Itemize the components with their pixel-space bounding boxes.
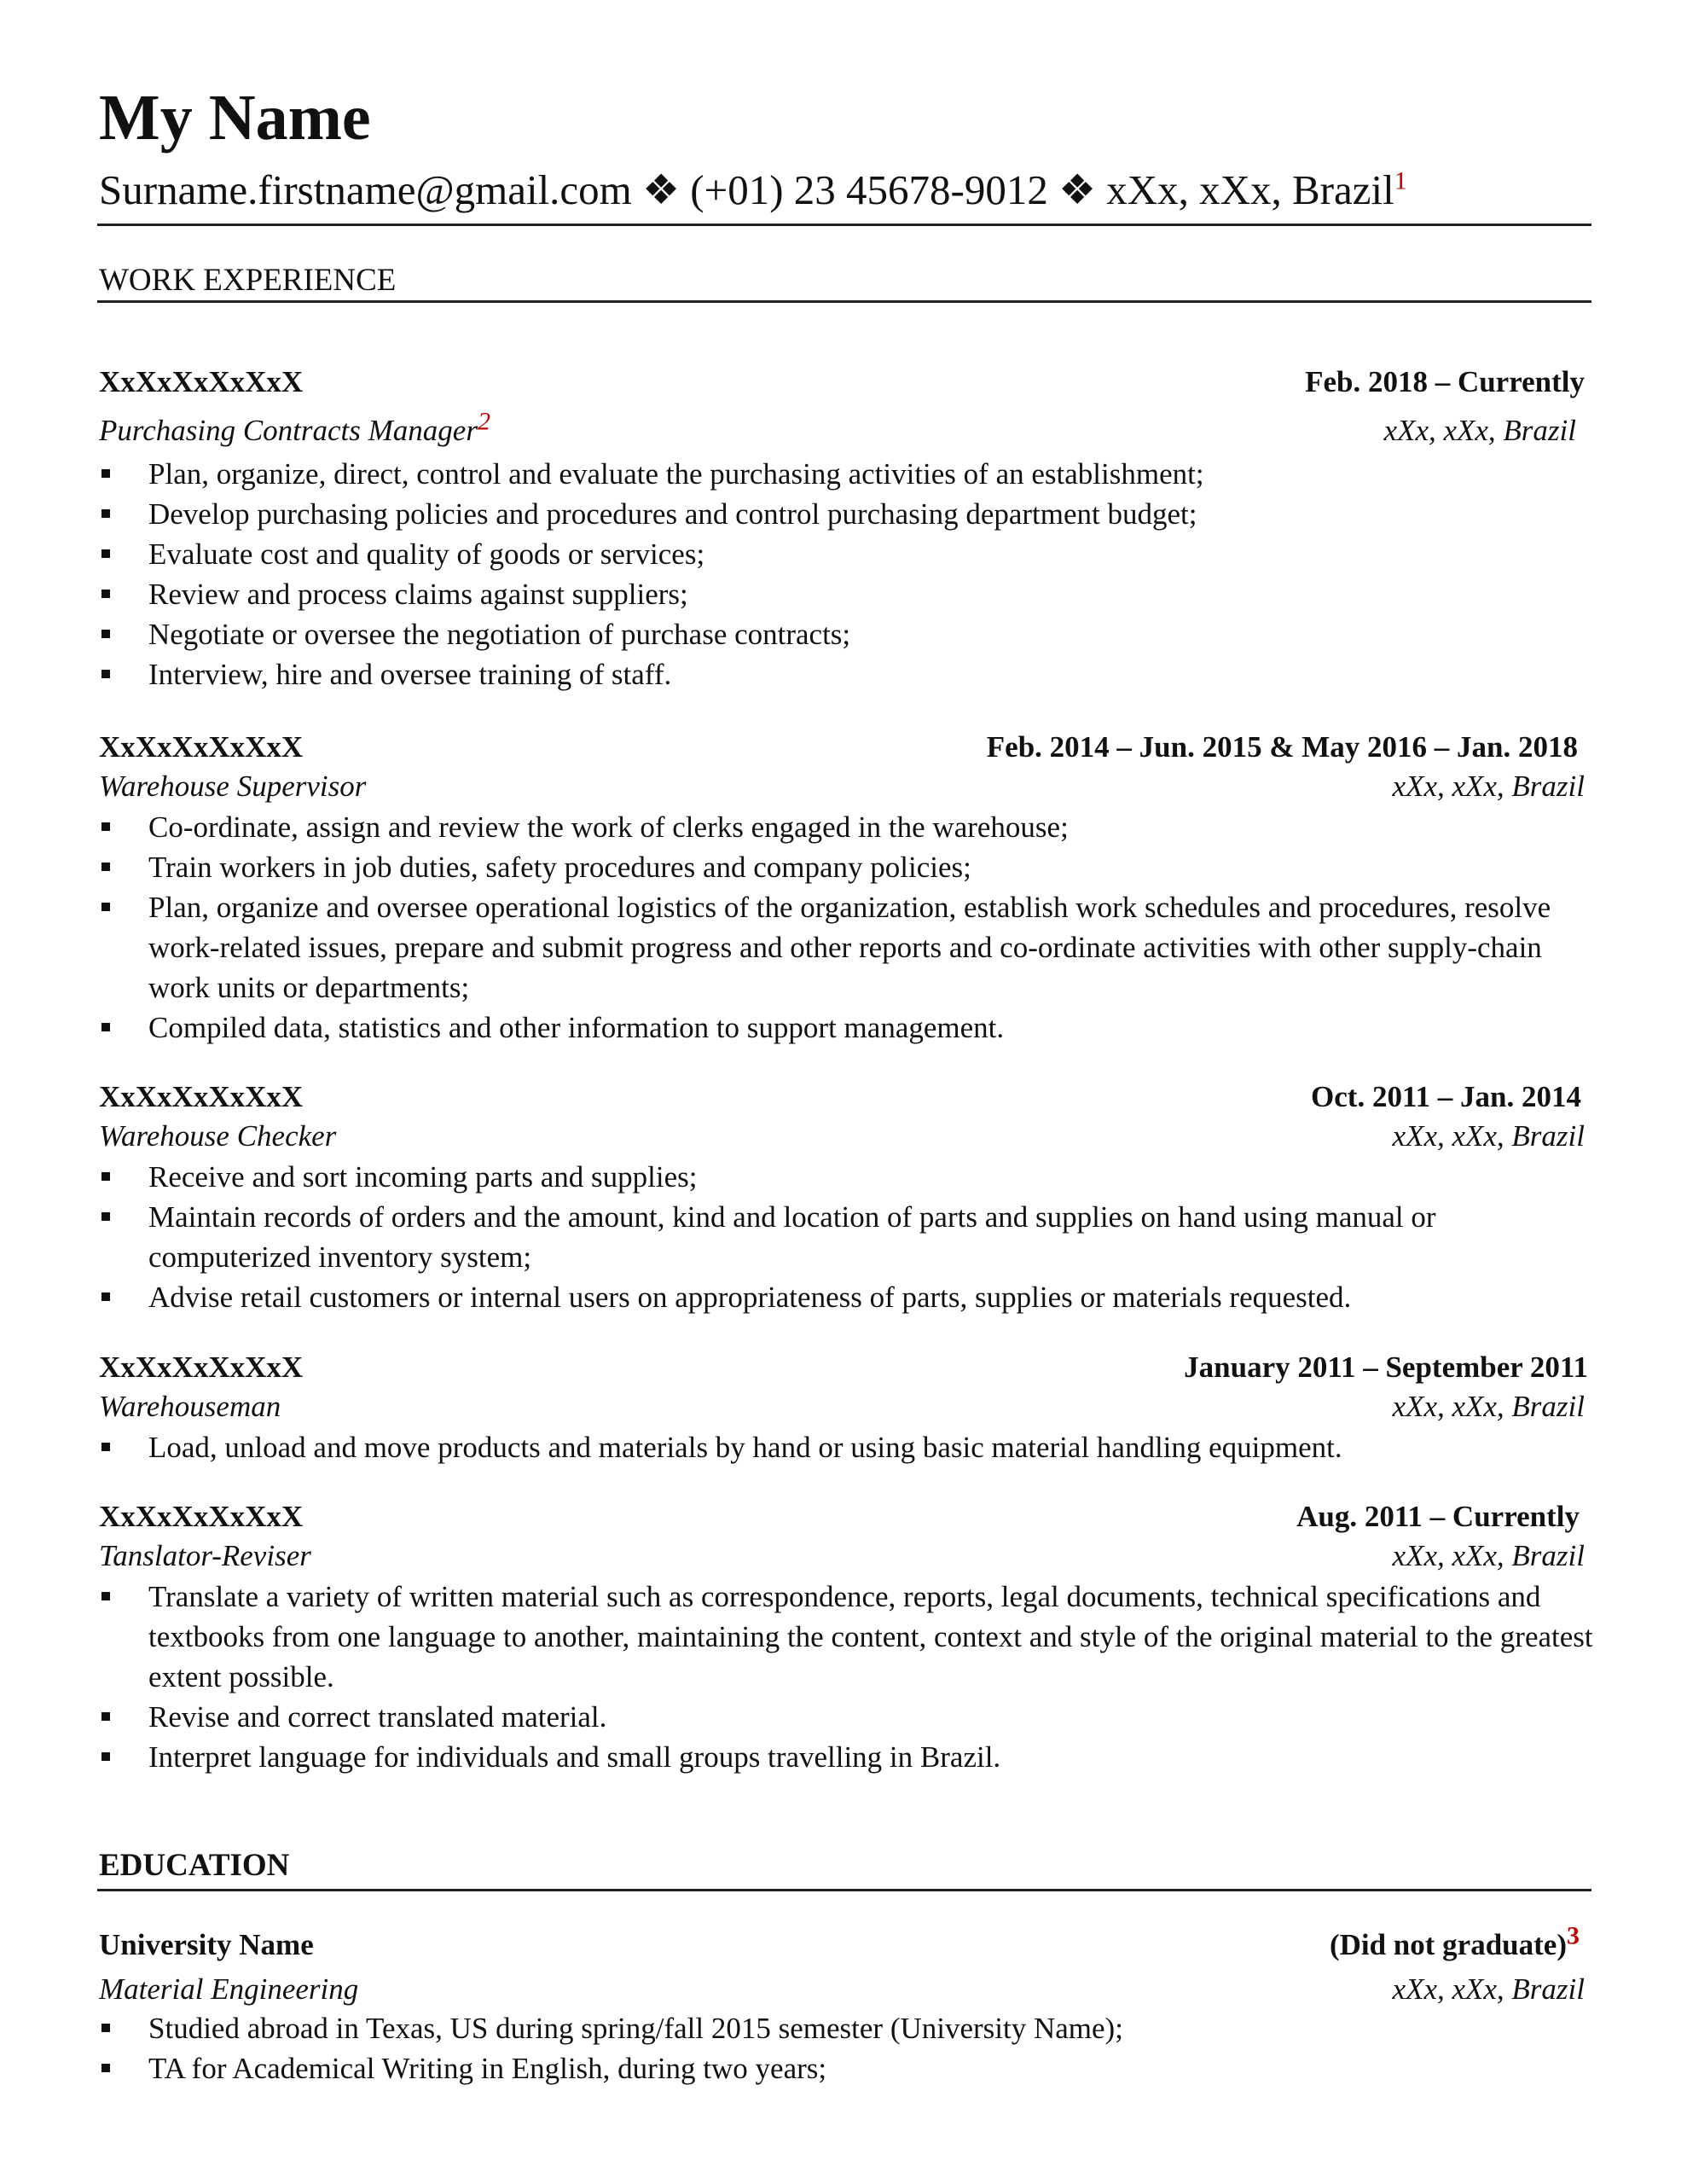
list-item: Revise and correct translated material. (99, 1697, 1600, 1737)
job-duties (99, 1577, 1600, 1777)
list-item: Review and process claims against suppliers; (99, 574, 1600, 614)
list-item: Studied abroad in Texas, US during spring/fall 2015 semester (University Name); (99, 2008, 1600, 2048)
job-organization: XxXxXxXxXxX (99, 730, 304, 764)
job-duties (99, 1427, 1600, 1467)
job-dates: Oct. 2011 – Jan. 2014 (1311, 1080, 1581, 1113)
list-item: Load, unload and move products and materials by hand or using basic material handling equipment. (99, 1427, 1600, 1467)
job-role: Warehouseman (99, 1390, 281, 1423)
person-name: My Name (99, 82, 371, 154)
job-organization: XxXxXxXxXxX (99, 1500, 304, 1533)
section-title-work: WORK EXPERIENCE (99, 263, 397, 298)
job-dates: Feb. 2014 – Jun. 2015 & May 2016 – Jan. 2018 (986, 730, 1578, 764)
list-item: Co-ordinate, assign and review the work of clerks engaged in the warehouse; (99, 807, 1600, 847)
email: Surname.firstname@gmail.com (99, 166, 632, 213)
header-divider (97, 224, 1591, 226)
contact-line (99, 166, 1407, 213)
list-item: TA for Academical Writing in English, during two years; (99, 2048, 1600, 2088)
list-item: Develop purchasing policies and procedures and control purchasing department budget; (99, 494, 1600, 534)
job-location: xXx, xXx, Brazil (1392, 770, 1585, 803)
field-of-study: Material Engineering (99, 1972, 359, 2006)
job-dates: January 2011 – September 2011 (1184, 1350, 1588, 1384)
list-item: Advise retail customers or internal users on appropriateness of parts, supplies or materials requested. (99, 1277, 1600, 1317)
section-title-education: EDUCATION (99, 1848, 290, 1883)
job-duties (99, 454, 1600, 694)
job-dates: Aug. 2011 – Currently (1296, 1500, 1580, 1533)
education-status (1329, 1921, 1580, 1961)
separator-icon: ❖ (1058, 166, 1097, 213)
list-item: Train workers in job duties, safety procedures and company policies; (99, 847, 1600, 887)
job-role (99, 407, 490, 447)
separator-icon: ❖ (642, 166, 680, 213)
list-item: Evaluate cost and quality of goods or services; (99, 534, 1600, 574)
list-item: Translate a variety of written material such as correspondence, reports, legal documents, technical specifications and textbooks from one language to another, maintaining the content, context and style of the original material to the greatest extent possible. (99, 1577, 1600, 1697)
list-item: Plan, organize, direct, control and evaluate the purchasing activities of an establishment; (99, 454, 1600, 494)
list-item: Interpret language for individuals and small groups travelling in Brazil. (99, 1737, 1600, 1777)
job-location: xXx, xXx, Brazil (1383, 414, 1576, 447)
school-name: University Name (99, 1928, 314, 1961)
footnote-marker: 2 (477, 407, 490, 436)
job-role: Warehouse Checker (99, 1119, 337, 1153)
list-item: Negotiate or oversee the negotiation of purchase contracts; (99, 614, 1600, 654)
job-role: Warehouse Supervisor (99, 770, 367, 803)
list-item: Plan, organize and oversee operational logistics of the organization, establish work schedules and procedures, resolve work-related issues, prepare and submit progress and other reports and co-ordinate activities with other supply-chain work units or departments; (99, 887, 1600, 1008)
education-details (99, 2008, 1600, 2088)
job-role: Tanslator-Reviser (99, 1539, 311, 1572)
footnote-marker: 1 (1394, 166, 1407, 195)
list-item: Receive and sort incoming parts and supplies; (99, 1157, 1600, 1197)
list-item: Compiled data, statistics and other information to support management. (99, 1008, 1600, 1048)
home-location: xXx, xXx, Brazil (1106, 166, 1394, 213)
job-location: xXx, xXx, Brazil (1392, 1390, 1585, 1423)
job-duties (99, 1157, 1600, 1317)
section-divider (97, 1889, 1591, 1891)
job-location: xXx, xXx, Brazil (1392, 1539, 1585, 1572)
list-item: Interview, hire and oversee training of staff. (99, 654, 1600, 694)
footnote-marker: 3 (1567, 1921, 1580, 1950)
section-divider (97, 300, 1591, 303)
list-item: Maintain records of orders and the amount, kind and location of parts and supplies on hand using manual or computerized inventory system; (99, 1197, 1600, 1277)
job-organization: XxXxXxXxXxX (99, 365, 304, 398)
education-status-text: (Did not graduate) (1329, 1928, 1567, 1961)
job-duties (99, 807, 1600, 1048)
job-organization: XxXxXxXxXxX (99, 1350, 304, 1384)
job-location: xXx, xXx, Brazil (1392, 1119, 1585, 1153)
job-role-text: Purchasing Contracts Manager (99, 414, 478, 447)
job-dates: Feb. 2018 – Currently (1305, 365, 1585, 398)
phone: (+01) 23 45678-9012 (690, 166, 1048, 213)
school-location: xXx, xXx, Brazil (1392, 1972, 1585, 2006)
job-organization: XxXxXxXxXxX (99, 1080, 304, 1113)
